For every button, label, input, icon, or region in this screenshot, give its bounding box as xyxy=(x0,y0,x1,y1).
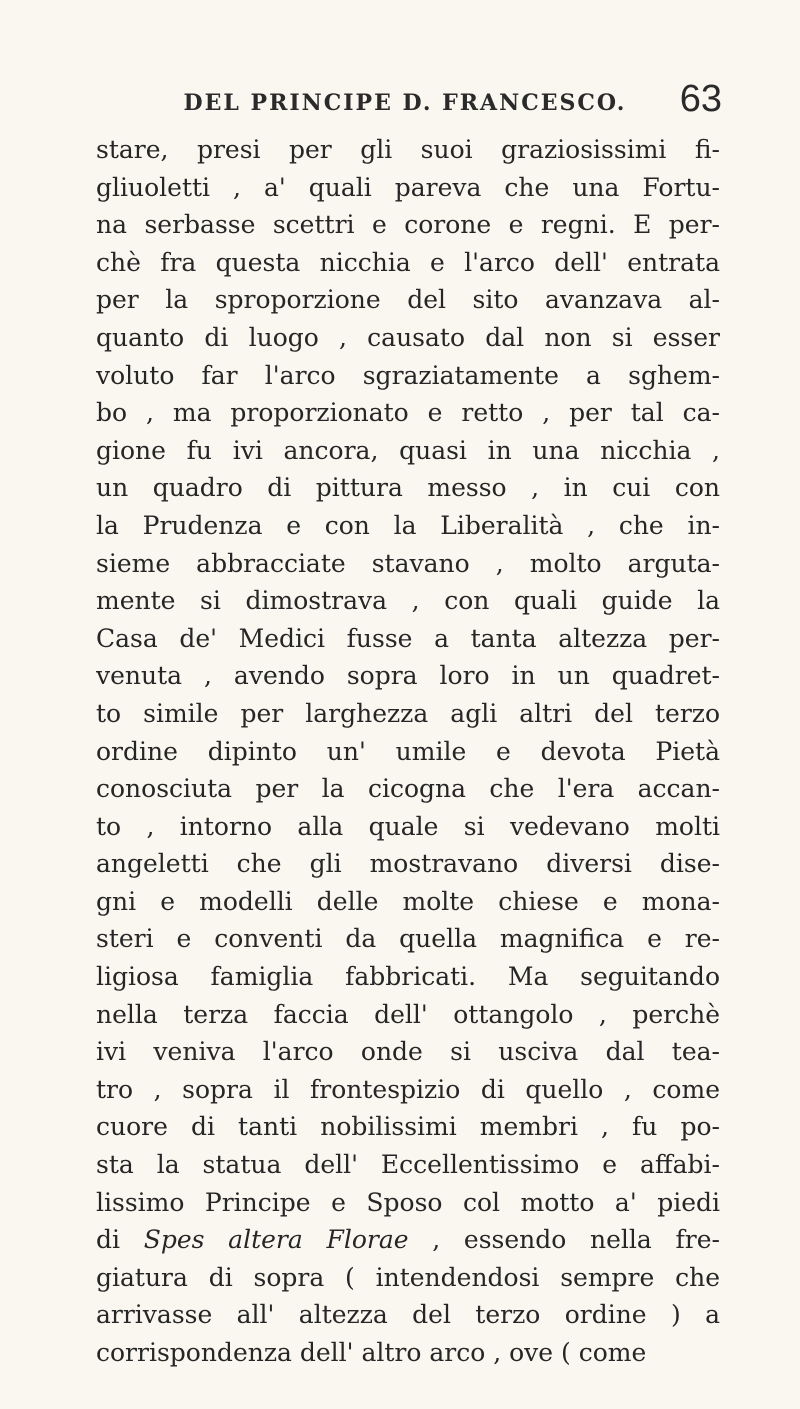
text-line-27: cuore di tanti nobilissimi membri , fu po- xyxy=(96,1112,720,1142)
text-line-33: corrispondenza dell' altro arco , ove ( come xyxy=(96,1338,647,1367)
text-line-5: per la sproporzione del sito avanzava al- xyxy=(96,285,720,315)
page-number: 63 xyxy=(679,78,722,120)
text-lines xyxy=(96,131,720,1221)
trailing-lines xyxy=(96,1259,720,1372)
text-line-6: quanto di luogo , causato dal non si esser xyxy=(96,322,720,352)
text-line-18: conosciuta per la cicogna che l'era accan- xyxy=(96,774,720,804)
text-line-21: gni e modelli delle molte chiese e mona- xyxy=(96,886,720,916)
text-line-1: stare, presi per gli suoi graziosissimi fi- xyxy=(96,135,720,164)
text-line-28: sta la statua dell' Eccellentissimo e affabi- xyxy=(96,1150,720,1180)
text-line-17: ordine dipinto un' umile e devota Pietà xyxy=(96,736,720,766)
text-line-32: arrivasse all' altezza del terzo ordine ) a xyxy=(96,1300,720,1330)
text-line-30-end: , essendo nella fre- xyxy=(408,1225,720,1255)
text-line-10: un quadro di pittura messo , in cui con xyxy=(96,473,720,503)
text-line-14: Casa de' Medici fusse a tanta altezza per- xyxy=(96,623,720,653)
text-line-20: angeletti che gli mostravano diversi dise- xyxy=(96,849,720,879)
body-text xyxy=(96,131,720,1372)
text-line-26: tro , sopra il frontespizio di quello , come xyxy=(96,1074,720,1104)
text-line-31: giatura di sopra ( intendendosi sempre che xyxy=(96,1262,720,1292)
text-line-16: to simile per larghezza agli altri del terzo xyxy=(96,698,720,728)
running-head-title: DEL PRINCIPE D. FRANCESCO. xyxy=(183,90,627,116)
text-line-30-start: di xyxy=(96,1225,144,1255)
text-line-3: na serbasse scettri e corone e regni. E per- xyxy=(96,210,720,240)
text-line-23: ligiosa famiglia fabbricati. Ma seguitando xyxy=(96,962,720,992)
text-line-7: voluto far l'arco sgraziatamente a sghem- xyxy=(96,360,720,390)
text-line-29: lissimo Principe e Sposo col motto a' piedi xyxy=(96,1187,720,1217)
text-line-22: steri e conventi da quella magnifica e re- xyxy=(96,924,720,954)
text-line-24: nella terza faccia dell' ottangolo , perchè xyxy=(96,999,720,1029)
running-head xyxy=(90,78,720,122)
text-line-12: sieme abbracciate stavano , molto arguta- xyxy=(96,548,720,578)
text-line-8: bo , ma proporzionato e retto , per tal ca- xyxy=(96,398,720,428)
italic-motto: Spes altera Florae xyxy=(143,1225,409,1255)
text-line-11: la Prudenza e con la Liberalità , che in- xyxy=(96,510,720,540)
text-line-13: mente si dimostrava , con quali guide la xyxy=(96,586,720,616)
text-line-9: gione fu ivi ancora, quasi in una nicchia , xyxy=(96,435,720,465)
text-line-15: venuta , avendo sopra loro in un quadret- xyxy=(96,661,720,691)
text-line-2: gliuoletti , a' quali pareva che una Fortu- xyxy=(96,172,720,202)
text-line-4: chè fra questa nicchia e l'arco dell' entrata xyxy=(96,247,720,277)
text-line-30 xyxy=(96,1221,720,1259)
text-line-19: to , intorno alla quale si vedevano molti xyxy=(96,811,720,841)
text-line-25: ivi veniva l'arco onde si usciva dal tea- xyxy=(96,1037,720,1067)
